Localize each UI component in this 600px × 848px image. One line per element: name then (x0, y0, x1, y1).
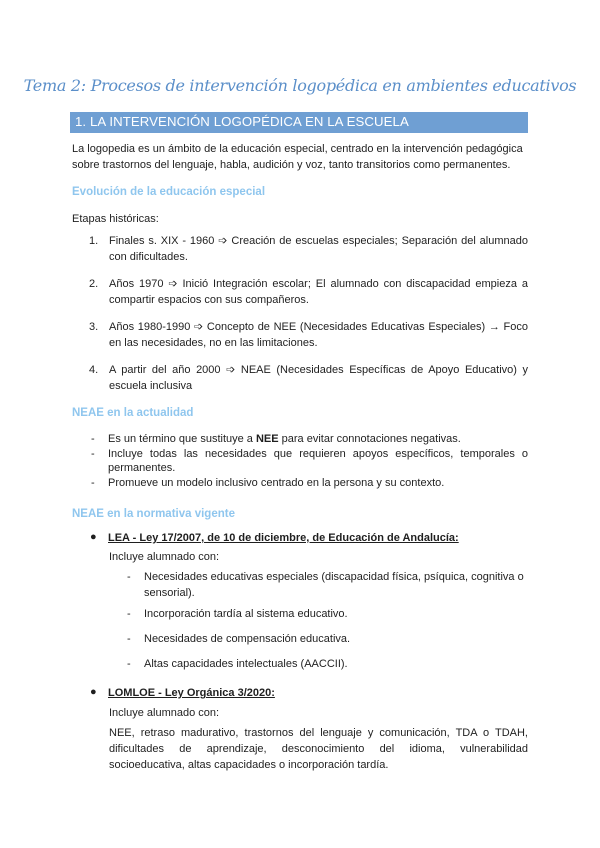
list-text: Años 1970 ➩ Inició Integración escolar; El alumnado con discapacidad empieza a compartir espacios con sus compañeros. (109, 278, 528, 306)
list-item (89, 319, 528, 351)
bold-term: NEE (255, 433, 279, 445)
law-heading-lomloe (90, 685, 275, 701)
list-text: Incorporación tardía al sistema educativo. (144, 608, 348, 620)
list-item (89, 276, 528, 308)
heading-normativa: NEAE en la normativa vigente (72, 508, 235, 520)
heading-actualidad: NEAE en la actualidad (72, 407, 194, 419)
lomloe-paragraph: NEE, retraso madurativo, trastornos del lenguaje y comunicación, TDA o TDAH, dificultades de aprendizaje, desconocimiento del idioma, vulnerabilidad socioeducativa, altas capacidades o incorporación tardía. (109, 727, 528, 771)
text-fragment: para evitar connotaciones negativas. (278, 433, 461, 445)
list-text: Necesidades de compensación educativa. (144, 633, 351, 645)
list-item (89, 362, 528, 394)
document-title: Tema 2: Procesos de intervención logopédica en ambientes educativos (23, 76, 577, 95)
list-item: - Altas capacidades intelectuales (AACCII). (127, 656, 528, 672)
section-heading: 1. LA INTERVENCIÓN LOGOPÉDICA EN LA ESCUELA (75, 114, 409, 129)
list-text: Incluye todas las necesidades que requieren apoyos específicos, temporales o permanentes. (108, 448, 528, 474)
law-heading-lea (90, 530, 459, 546)
intro-paragraph (72, 141, 528, 173)
heading-evolucion: Evolución de la educación especial (72, 186, 266, 198)
list-item: - Promueve un modelo inclusivo centrado en la persona y su contexto. (91, 476, 528, 490)
list-text: A partir del año 2000 ➩ NEAE (Necesidades Específicas de Apoyo Educativo) y escuela inclusiva (109, 364, 528, 392)
law-title: LEA - Ley 17/2007, de 10 de diciembre, de Educación de Andalucía: (108, 532, 459, 544)
intro-line-2: sobre trastornos del lenguaje, habla, audición y voz, tanto transitorios como permanentes. (72, 159, 511, 171)
etapas-label: Etapas históricas: (72, 213, 159, 225)
intro-line-1: La logopedia es un ámbito de la educación especial, centrado en la intervención pedagógica (72, 143, 523, 155)
list-text: Altas capacidades intelectuales (AACCII). (144, 658, 348, 670)
includes-label: Incluye alumnado con: (109, 551, 220, 563)
list-item: - Necesidades educativas especiales (discapacidad física, psíquica, cognitiva o sensorial). (127, 569, 528, 601)
list-number: 3. (89, 321, 99, 333)
list-number: 1. (89, 235, 99, 247)
text-fragment: Es un término que sustituye a (108, 433, 256, 445)
section-heading-band (70, 112, 528, 133)
list-number: 4. (89, 364, 99, 376)
list-text: Necesidades educativas especiales (discapacidad física, psíquica, cognitiva o sensorial). (144, 571, 524, 599)
list-item: - Incluye todas las necesidades que requieren apoyos específicos, temporales o permanentes. (91, 448, 528, 474)
includes-label: Incluye alumnado con: (109, 707, 220, 719)
list-text: Años 1980-1990 ➩ Concepto de NEE (Necesidades Educativas Especiales) → Foco en las necesidades, no en las limitaciones. (109, 321, 528, 349)
law-title: LOMLOE - Ley Orgánica 3/2020: (108, 687, 275, 699)
list-text: Promueve un modelo inclusivo centrado en la persona y su contexto. (108, 477, 445, 489)
list-text: Finales s. XIX - 1960 ➩ Creación de escuelas especiales; Separación del alumnado con dificultades. (109, 235, 528, 263)
bullet-icon: ● (90, 686, 97, 698)
list-number: 2. (89, 278, 99, 290)
list-item: - Es un término que sustituye a NEE para evitar connotaciones negativas. (91, 433, 461, 445)
list-item (89, 233, 528, 265)
bullet-icon: ● (90, 531, 97, 543)
list-item: - Necesidades de compensación educativa. (127, 631, 528, 647)
list-item: - Incorporación tardía al sistema educativo. (127, 606, 528, 622)
